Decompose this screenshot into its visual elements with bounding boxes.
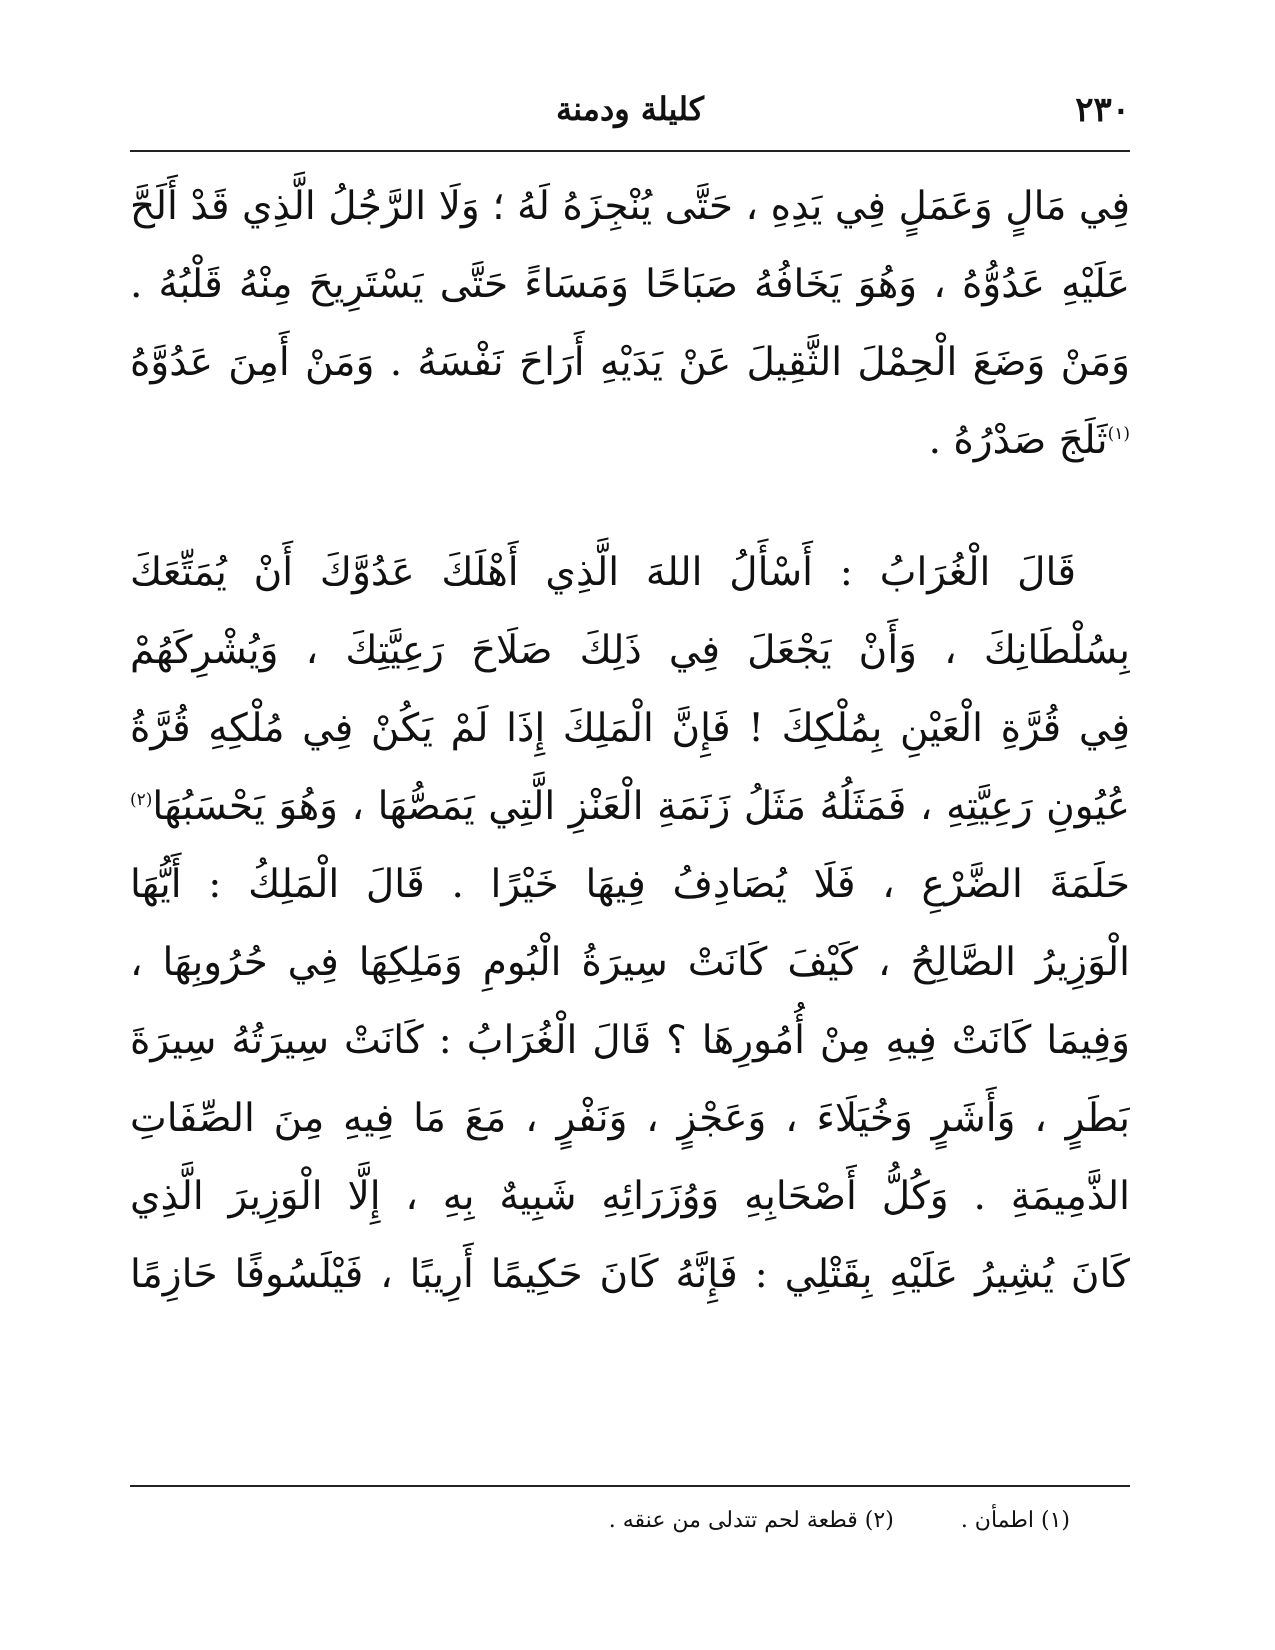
running-title: كليلة ودمنة: [555, 90, 705, 128]
text-line: ثَلَجَ صَدْرُهُ .: [928, 418, 1108, 463]
footnote-divider: [130, 1485, 1130, 1487]
text-line: كَانَ يُشِيرُ عَلَيْهِ بِقَتْلِي : فَإِنَّهُ كَانَ حَكِيمًا أَرِيبًا ، فَيْلَسُوفًا حَازِمًا: [130, 1252, 1130, 1297]
text-line: الذَّمِيمَةِ . وَكُلُّ أَصْحَابِهِ وَوُزَرَائِهِ شَبِيهٌ بِهِ ، إِلَّا الْوَزِيرَ الَّذِي: [130, 1174, 1130, 1219]
text-line-with-footnote: [130, 402, 1130, 480]
text-line-with-footnote: [130, 768, 1130, 846]
footnotes: [430, 1508, 1070, 1533]
body-text: [130, 168, 1130, 1314]
text-line: بَطَرٍ ، وَأَشَرٍ وَخُيَلَاءَ ، وَعَجْزٍ ، وَنَفْرٍ ، مَعَ مَا فِيهِ مِنَ الصِّفَاتِ: [130, 1096, 1130, 1141]
paragraph-gap: [130, 480, 1130, 534]
text-line: فِي مَالٍ وَعَمَلٍ فِي يَدِهِ ، حَتَّى يُنْجِزَهُ لَهُ ؛ وَلَا الرَّجُلُ الَّذِي قَدْ أَلَحَّ: [130, 184, 1130, 229]
footnote-1: (١) اطمأن .: [960, 1508, 1070, 1533]
text-line: قَالَ الْغُرَابُ : أَسْأَلُ اللهَ الَّذِي أَهْلَكَ عَدُوَّكَ أَنْ يُمَتِّعَكَ: [130, 550, 1076, 595]
text-line: وَفِيمَا كَانَتْ فِيهِ مِنْ أُمُورِهَا ؟ قَالَ الْغُرَابُ : كَانَتْ سِيرَتُهُ سِيرَةَ: [130, 1018, 1130, 1063]
text-line: بِسُلْطَانِكَ ، وَأَنْ يَجْعَلَ فِي ذَلِكَ صَلَاحَ رَعِيَّتِكَ ، وَيُشْرِكَهُمْ: [130, 628, 1130, 673]
header-divider: [130, 150, 1130, 152]
text-line: عُيُونِ رَعِيَّتِهِ ، فَمَثَلُهُ مَثَلُ زَنَمَةِ الْعَنْزِ الَّتِي يَمَصُّهَا ، وَهُوَ يَحْسَبُهَا: [152, 784, 1130, 829]
text-line: وَمَنْ وَضَعَ الْحِمْلَ الثَّقِيلَ عَنْ يَدَيْهِ أَرَاحَ نَفْسَهُ . وَمَنْ أَمِنَ عَدُوَّهُ: [130, 340, 1130, 385]
text-line: فِي قُرَّةِ الْعَيْنِ بِمُلْكِكَ ! فَإِنَّ الْمَلِكَ إِذَا لَمْ يَكُنْ فِي مُلْكِهِ قُرَّةُ: [130, 706, 1130, 751]
text-line: حَلَمَةَ الضَّرْعِ ، فَلَا يُصَادِفُ فِيهَا خَيْرًا . قَالَ الْمَلِكُ : أَيُّهَا: [130, 862, 1130, 907]
footnote-ref-2: (٢): [130, 790, 153, 810]
text-line: عَلَيْهِ عَدُوُّهُ ، وَهُوَ يَخَافُهُ صَبَاحًا وَمَسَاءً حَتَّى يَسْتَرِيحَ مِنْهُ قَلْبُهُ .: [130, 262, 1130, 307]
footnote-ref-1: (١): [1107, 424, 1130, 444]
page-header: [130, 78, 1130, 148]
text-line: الْوَزِيرُ الصَّالِحُ ، كَيْفَ كَانَتْ سِيرَةُ الْبُومِ وَمَلِكِهَا فِي حُرُوبِهَا ،: [130, 940, 1130, 985]
page-number: ٢٣٠: [1075, 90, 1130, 130]
footnote-2: (٢) قطعة لحم تتدلى من عنقه .: [608, 1508, 894, 1533]
